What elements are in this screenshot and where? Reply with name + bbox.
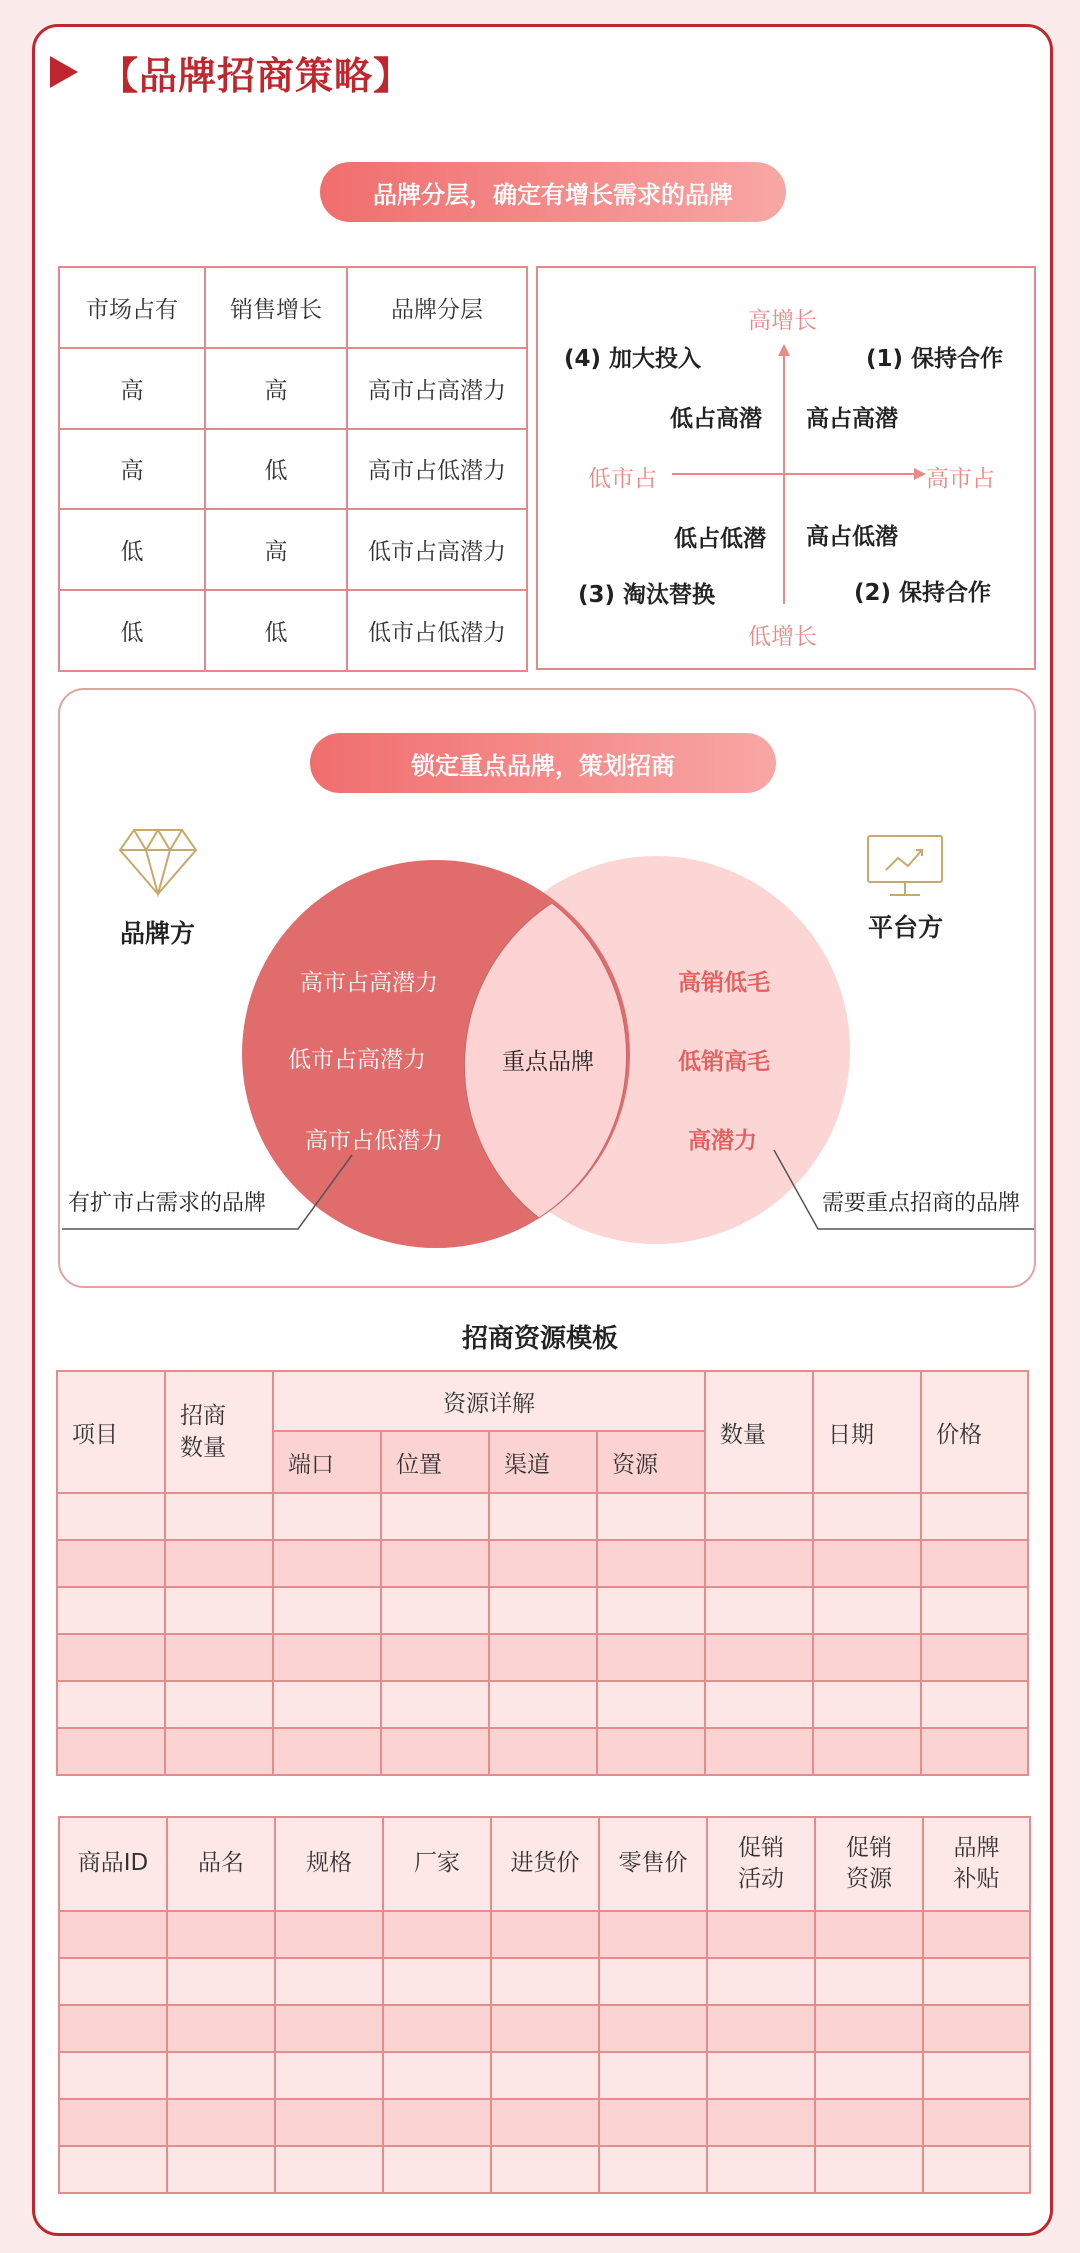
quadrant-top-right: 高占高潜 [806,406,898,432]
table-row [57,1634,1028,1681]
header-price: 价格 [921,1371,1028,1493]
header-purchase-price: 进货价 [491,1817,599,1911]
template-title: 招商资源模板 [461,1324,618,1354]
table-header-row [59,267,527,348]
header-quantity: 数量 [705,1371,813,1493]
header-date: 日期 [813,1371,921,1493]
left-note: 有扩市占需求的品牌 [68,1191,267,1216]
header-port: 端口 [273,1431,381,1493]
product-template-table [58,1816,1031,2194]
table-row [57,1540,1028,1587]
table-cell: 低 [59,509,205,590]
left-item: 高市占低潜力 [305,1128,443,1154]
quadrant-bottom-left: 低占低潜 [674,526,766,552]
axis-high-growth: 高增长 [748,308,817,334]
header-retail-price: 零售价 [599,1817,707,1911]
diamond-icon [120,830,196,894]
table-cell: 高 [59,429,205,510]
header-resource-detail: 资源详解 [273,1371,705,1431]
axis-low-growth: 低增长 [748,624,817,650]
table-cell: 高市占高潜力 [347,348,527,429]
header-brand-subsidy: 品牌 补贴 [923,1817,1030,1911]
monitor-chart-icon [868,836,942,895]
key-brand-pill: 锁定重点品牌，策划招商 [310,733,776,793]
table-row [59,2099,1030,2146]
header-promo-resource: 促销 资源 [815,1817,923,1911]
header-cell: 销售增长 [205,267,347,348]
page-title-text: 【品牌招商策略】 [100,53,413,98]
brand-side-label: 品牌方 [120,919,196,948]
header-manufacturer: 厂家 [383,1817,491,1911]
table-cell: 低 [205,429,347,510]
key-brand-label: 重点品牌 [502,1049,594,1075]
page-title [50,42,412,102]
table-row [59,590,527,671]
table-row [57,1728,1028,1775]
header-product-name: 品名 [167,1817,275,1911]
table-header-row [59,1817,1030,1911]
quadrant-action-bl: (3) 淘汰替换 [578,582,716,608]
table-row [59,348,527,429]
quadrant-bottom-right: 高占低潜 [806,524,898,550]
table-cell: 高 [205,509,347,590]
table-row [57,1681,1028,1728]
y-axis-arrow-icon [778,344,790,356]
platform-side-label: 平台方 [868,913,944,942]
table-cell: 低市占高潜力 [347,509,527,590]
table-cell: 高市占低潜力 [347,429,527,510]
brand-layer-table [58,266,528,672]
growth-share-quadrant [536,266,1036,670]
quadrant-action-tr: (1) 保持合作 [866,346,1004,372]
table-row [57,1493,1028,1540]
table-row [59,1911,1030,1958]
table-cell: 低市占低潜力 [347,590,527,671]
table-row [59,2146,1030,2193]
table-row [59,429,527,510]
quadrant-top-left: 低占高潜 [670,406,762,432]
header-cell: 品牌分层 [347,267,527,348]
quadrant-action-br: (2) 保持合作 [854,580,992,606]
right-item: 高潜力 [688,1128,757,1154]
right-item: 低销高毛 [678,1049,770,1075]
header-position: 位置 [381,1431,489,1493]
x-axis-arrow-icon [914,468,926,480]
header-product-id: 商品ID [59,1817,167,1911]
header-channel: 渠道 [489,1431,597,1493]
header-spec: 规格 [275,1817,383,1911]
axis-high-share: 高市占 [926,466,995,492]
header-resource: 资源 [597,1431,705,1493]
header-count: 招商 数量 [165,1371,273,1493]
layering-pill: 品牌分层，确定有增长需求的品牌 [320,162,786,222]
table-row [59,2052,1030,2099]
table-cell: 低 [59,590,205,671]
table-cell: 高 [205,348,347,429]
table-row [59,509,527,590]
resource-template-table [56,1370,1029,1776]
quadrant-action-tl: (4) 加大投入 [564,346,702,372]
right-note: 需要重点招商的品牌 [822,1191,1021,1216]
table-row [57,1587,1028,1634]
table-row [59,2005,1030,2052]
left-item: 高市占高潜力 [300,970,438,996]
axis-low-share: 低市占 [588,466,657,492]
left-item: 低市占高潜力 [288,1047,426,1073]
header-cell: 市场占有 [59,267,205,348]
right-item: 高销低毛 [678,970,770,996]
table-row [59,1958,1030,2005]
header-project: 项目 [57,1371,165,1493]
table-cell: 高 [59,348,205,429]
table-cell: 低 [205,590,347,671]
header-promo-activity: 促销 活动 [707,1817,815,1911]
triangle-bullet-icon [50,56,78,88]
